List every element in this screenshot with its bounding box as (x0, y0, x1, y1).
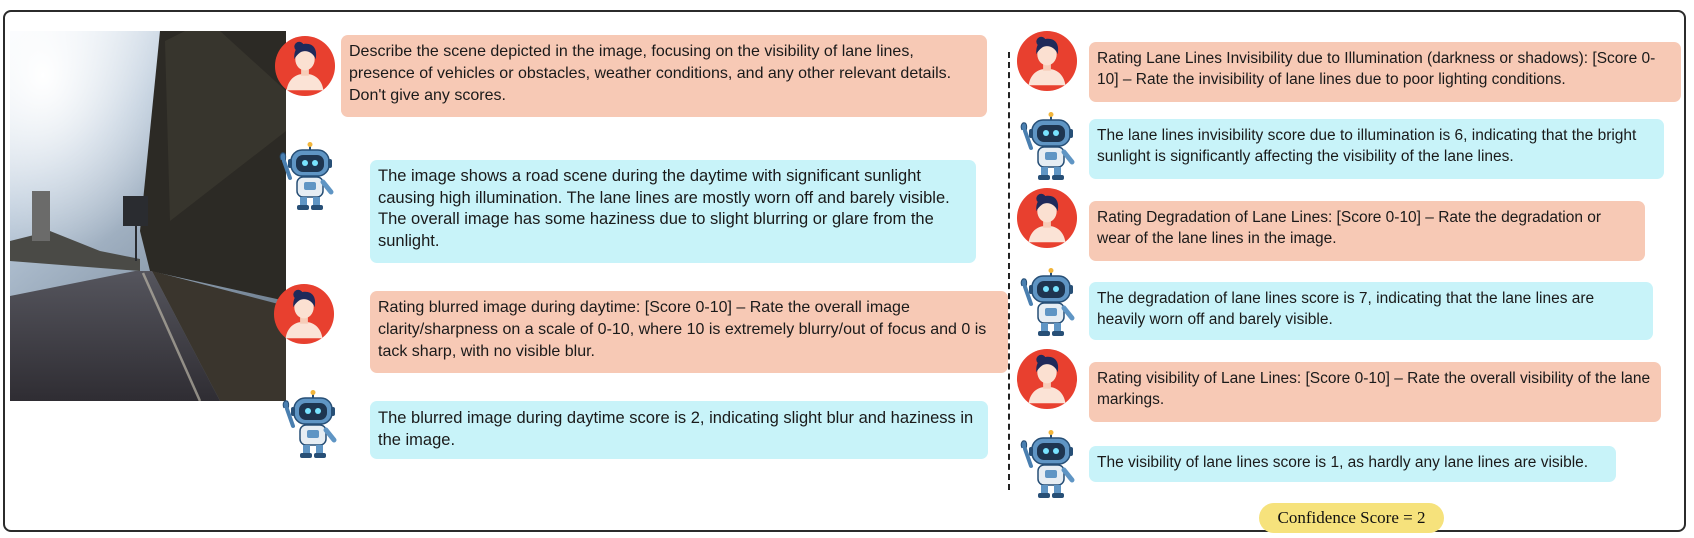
robot-icon (1018, 430, 1078, 500)
answer-illumination-rating: The lane lines invisibility score due to illumination is 6, indicating that the bright sunlight is significantly affecting the visibility of the lane lines. (1089, 119, 1664, 179)
user-avatar-icon (274, 35, 336, 97)
answer-degradation-rating: The degradation of lane lines score is 7, indicating that the lane lines are heavily worn off and barely visible. (1089, 282, 1653, 340)
user-avatar-icon (1016, 187, 1078, 249)
answer-blur-rating: The blurred image during daytime score is 2, indicating slight blur and haziness in the image. (370, 401, 988, 459)
answer-scene-description: The image shows a road scene during the daytime with significant sunlight causing high illumination. The lane lines are mostly worn off and barely visible. The overall image has some haziness due to slight blurring or glare from the sunlight. (370, 160, 976, 263)
column-divider (1008, 52, 1010, 490)
robot-icon (280, 390, 340, 460)
prompt-illumination-rating: Rating Lane Lines Invisibility due to Illumination (darkness or shadows): [Score 0-10] – Rate the invisibility of lane lines due to poor lighting conditions. (1089, 42, 1681, 102)
prompt-scene-description: Describe the scene depicted in the image, focusing on the visibility of lane lines, presence of vehicles or obstacles, weather conditions, and any other relevant details. Don't give any scores. (341, 35, 987, 117)
robot-icon (1018, 268, 1078, 338)
prompt-degradation-rating: Rating Degradation of Lane Lines: [Score 0-10] – Rate the degradation or wear of the lane lines in the image. (1089, 201, 1645, 261)
user-avatar-icon (273, 283, 335, 345)
robot-icon (277, 142, 337, 212)
prompt-visibility-rating: Rating visibility of Lane Lines: [Score 0-10] – Rate the overall visibility of the lane markings. (1089, 362, 1661, 422)
confidence-score-badge: Confidence Score = 2 (1259, 503, 1444, 533)
user-avatar-icon (1016, 30, 1078, 92)
robot-icon (1018, 112, 1078, 182)
user-avatar-icon (1016, 348, 1078, 410)
prompt-blur-rating: Rating blurred image during daytime: [Score 0-10] – Rate the overall image clarity/sharpness on a scale of 0-10, where 10 is extremely blurry/out of focus and 0 is tack sharp, with no visible blur. (370, 291, 1008, 373)
road-scene-photo (10, 31, 286, 401)
answer-visibility-rating: The visibility of lane lines score is 1, as hardly any lane lines are visible. (1089, 446, 1616, 482)
figure-frame (3, 10, 1686, 532)
